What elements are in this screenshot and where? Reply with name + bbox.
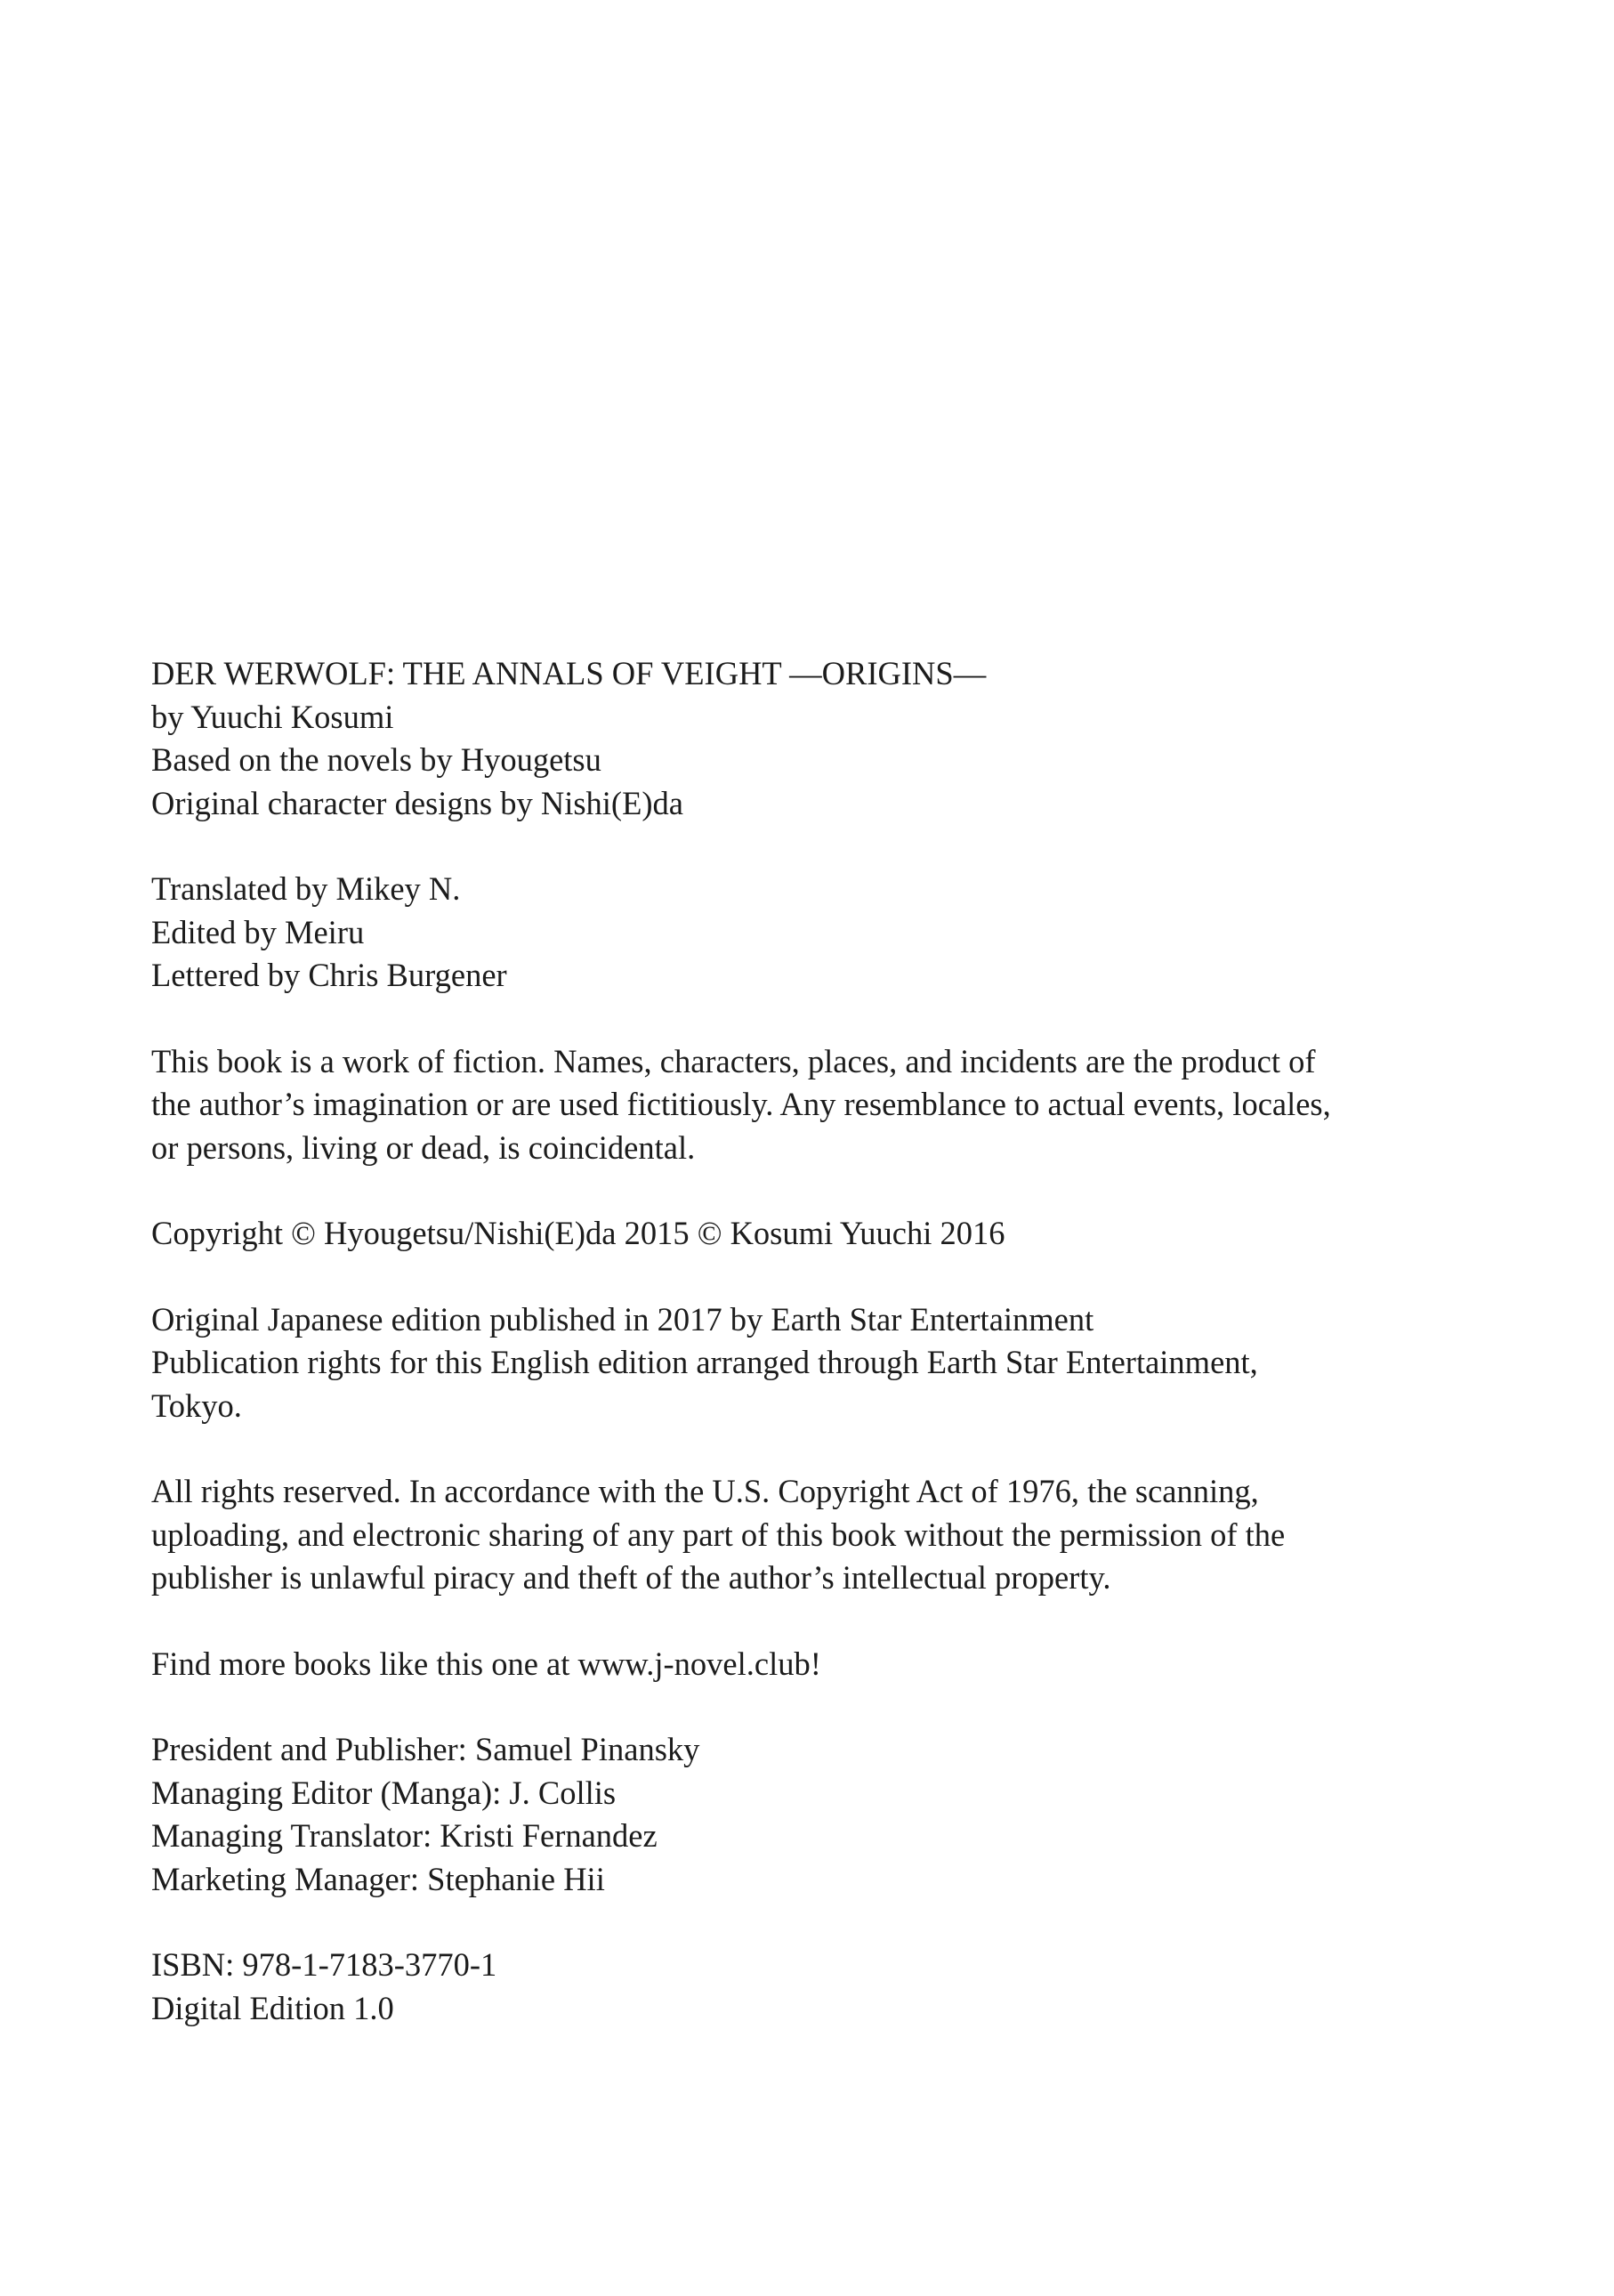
title-credits-block [151,652,1486,825]
isbn-block [151,1944,1486,2030]
book-title: DER WERWOLF: THE ANNALS OF VEIGHT —ORIGINS— [151,655,987,691]
marketing-manager-line: Marketing Manager: Stephanie Hii [151,1860,605,1897]
website-block [151,1643,1486,1686]
edition-version-line: Digital Edition 1.0 [151,1989,394,2026]
disclaimer-line: the author’s imagination or are used fictitiously. Any resemblance to actual events, locales, [151,1086,1331,1122]
rights-line: All rights reserved. In accordance with the U.S. Copyright Act of 1976, the scanning, [151,1473,1259,1509]
publication-rights-line: Tokyo. [151,1386,242,1424]
author-line: by Yuuchi Kosumi [151,698,394,735]
copyright-block [151,1212,1486,1256]
managing-translator-line: Managing Translator: Kristi Fernandez [151,1817,658,1854]
rights-line: publisher is unlawful piracy and theft of the author’s intellectual property. [151,1559,1111,1596]
disclaimer-line: or persons, living or dead, is coincidental. [151,1128,696,1166]
copyright-line: Copyright © Hyougetsu/Nishi(E)da 2015 © Kosumi Yuuchi 2016 [151,1215,1005,1251]
editor-line: Edited by Meiru [151,913,365,950]
disclaimer-line: This book is a work of fiction. Names, characters, places, and incidents are the product of [151,1042,1316,1079]
letterer-line: Lettered by Chris Burgener [151,957,507,993]
isbn-line: ISBN: 978-1-7183-3770-1 [151,1946,497,1983]
publisher-staff-block [151,1728,1486,1901]
rights-line: uploading, and electronic sharing of any part of this book without the permission of the [151,1516,1286,1553]
original-edition-line: Original Japanese edition published in 2017 by Earth Star Entertainment [151,1300,1094,1338]
fiction-disclaimer-block [151,1040,1486,1170]
translator-line: Translated by Mikey N. [151,870,461,907]
staff-credits-block [151,868,1486,998]
publisher-line: President and Publisher: Samuel Pinansky [151,1731,700,1767]
managing-editor-line: Managing Editor (Manga): J. Collis [151,1774,617,1811]
source-novels-line: Based on the novels by Hyougetsu [151,741,601,778]
copyright-page [151,652,1486,2073]
rights-reserved-block [151,1470,1486,1600]
website-line: Find more books like this one at www.j-novel.club! [151,1645,821,1682]
publication-rights-line: Publication rights for this English edition arranged through Earth Star Entertainment, [151,1344,1258,1380]
edition-block [151,1298,1486,1428]
character-designs-line: Original character designs by Nishi(E)da [151,784,683,821]
